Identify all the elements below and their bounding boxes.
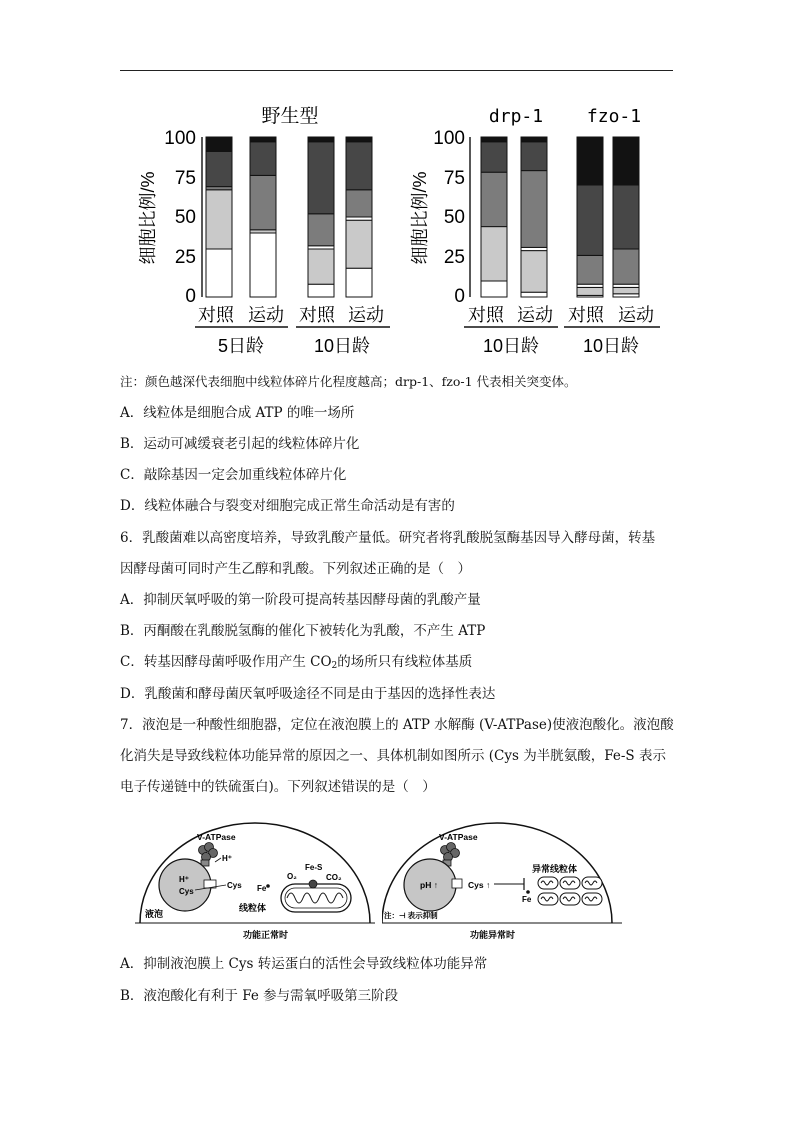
y-tick-25: 25 xyxy=(443,247,465,268)
q6-option-d: D．乳酸菌和酵母菌厌氧呼吸途径不同是由于基因的选择性表达 xyxy=(120,686,496,702)
co2-label: CO₂ xyxy=(326,873,342,882)
left-bar-4-segment-6 xyxy=(346,137,372,142)
h-plus-arrow xyxy=(215,858,221,862)
ph-label: pH ↑ xyxy=(420,880,438,890)
vacuole-label: 液泡 xyxy=(145,909,164,919)
fe-dot xyxy=(526,890,530,894)
mito-label: 线粒体 xyxy=(239,903,267,913)
left-bar-1-segment-5 xyxy=(206,137,232,151)
q6-c-part1: C．转基因酵母菌呼吸作用产生 CO xyxy=(120,654,332,670)
right-bar-4-segment-2 xyxy=(613,287,639,293)
right-bar-4-segment-6 xyxy=(613,137,639,185)
q5-option-a: A．线粒体是细胞合成 ATP 的唯一场所 xyxy=(120,405,355,421)
right-bar-4-segment-4 xyxy=(613,249,639,284)
q5-option-c: C．敲除基因一定会加重线粒体碎片化 xyxy=(120,467,347,483)
q7-stem-line1: 7．液泡是一种酸性细胞器，定位在液泡膜上的 ATP 水解酶 (V-ATPase)使液泡酸化。液泡酸 xyxy=(120,717,674,733)
q5-option-d: D．线粒体融合与裂变对细胞完成正常生命活动是有害的 xyxy=(120,498,455,514)
fe-label: Fe xyxy=(257,884,267,893)
q5-option-b: B．运动可减缓衰老引起的线粒体碎片化 xyxy=(120,436,360,452)
y-axis-label: 细胞比例/% xyxy=(138,171,158,265)
q7-option-a: A．抑制液泡膜上 Cys 转运蛋白的活性会导致线粒体功能异常 xyxy=(120,956,488,972)
left-bar-1-segment-4 xyxy=(206,151,232,186)
q6-stem-line2: 因酵母菌可同时产生乙醇和乳酸。下列叙述正确的是（ ） xyxy=(120,561,471,577)
chart-title: 野生型 xyxy=(261,106,319,127)
abnormal-mitochondria-icon xyxy=(538,877,602,905)
cys-out: Cys xyxy=(227,881,242,890)
y-tick-0: 0 xyxy=(185,286,196,307)
y-tick-75: 75 xyxy=(174,168,196,189)
y-tick-50: 50 xyxy=(443,207,465,228)
h-plus-out: H⁺ xyxy=(222,854,232,863)
caption-abnormal: 功能异常时 xyxy=(470,930,516,940)
left-bar-2-segment-3 xyxy=(250,175,276,229)
h-plus-in: H⁺ xyxy=(179,875,189,884)
right-bar-1-segment-3 xyxy=(481,172,507,226)
q6-c-part2: 的场所只有线粒体基质 xyxy=(337,654,473,670)
right-bar-3-segment-4 xyxy=(577,255,603,284)
y-tick-0: 0 xyxy=(454,286,465,307)
right-bar-3-segment-6 xyxy=(577,137,603,185)
x-label-4: 运动 xyxy=(618,305,654,325)
x-label-1: 对照 xyxy=(198,305,234,325)
x-label-2: 运动 xyxy=(517,305,553,325)
left-bar-3-segment-5 xyxy=(308,142,334,214)
group-label-2: 10日龄 xyxy=(313,336,371,356)
left-bar-1-segment-2 xyxy=(206,190,232,249)
right-bar-3-segment-5 xyxy=(577,185,603,255)
o2-label: O₂ xyxy=(287,872,297,881)
y-tick-50: 50 xyxy=(174,207,196,228)
right-bar-2-segment-5 xyxy=(521,142,547,171)
vatpase-complex-icon xyxy=(199,843,218,867)
mitochondrion-icon xyxy=(281,880,351,912)
q7-stem-line3: 电子传递链中的铁硫蛋白)。下列叙述错误的是（ ） xyxy=(120,779,436,795)
left-bar-4-segment-5 xyxy=(346,142,372,190)
left-bar-2-segment-5 xyxy=(250,137,276,142)
right-bar-1-segment-4 xyxy=(481,142,507,172)
y-tick-labels xyxy=(164,128,196,307)
vatpase-label: V-ATPase xyxy=(439,832,478,842)
chart-title-fzo1: fzo-1 xyxy=(586,106,642,127)
fes-label: Fe-S xyxy=(305,863,323,872)
figure-vacuole-normal xyxy=(135,820,375,945)
right-bar-1-segment-5 xyxy=(481,137,507,142)
left-bar-3-segment-4 xyxy=(308,214,334,246)
right-bar-1-segment-2 xyxy=(481,227,507,281)
y-tick-75: 75 xyxy=(443,168,465,189)
bars xyxy=(481,137,639,297)
fe-dot xyxy=(266,884,270,888)
caption-normal: 功能正常时 xyxy=(243,930,289,940)
right-bar-2-segment-4 xyxy=(521,171,547,248)
group-label-1: 5日龄 xyxy=(217,336,265,356)
group-label-2: 10日龄 xyxy=(582,336,640,356)
left-bar-2-segment-1 xyxy=(250,233,276,297)
inhibit-note: 注：⊣ 表示抑制 xyxy=(384,911,438,920)
left-bar-1-segment-1 xyxy=(206,249,232,297)
y-tick-100: 100 xyxy=(164,128,196,149)
x-label-2: 运动 xyxy=(248,305,284,325)
q7-stem-line2: 化消失是导致线粒体功能异常的原因之一、具体机制如图所示 (Cys 为半胱氨酸，Fe-S 表示 xyxy=(120,748,666,764)
x-label-1: 对照 xyxy=(468,305,504,325)
vacuole xyxy=(159,859,211,911)
right-bar-3-segment-2 xyxy=(577,287,603,295)
q7-option-b: B．液泡酸化有利于 Fe 参与需氧呼吸第三阶段 xyxy=(120,988,399,1004)
cys-label: Cys ↑ xyxy=(468,880,491,890)
fe-label: Fe xyxy=(522,895,532,904)
left-bar-3-segment-1 xyxy=(308,284,334,297)
left-bar-3-segment-6 xyxy=(308,137,334,142)
header-rule xyxy=(120,70,673,71)
left-bar-4-segment-2 xyxy=(346,220,372,268)
cys-transporter xyxy=(452,879,462,888)
q6-option-c xyxy=(120,652,472,676)
chart-mutants xyxy=(404,100,674,362)
y-axis-label: 细胞比例/% xyxy=(410,171,430,265)
x-label-4: 运动 xyxy=(348,305,384,325)
chart-wild-type xyxy=(130,100,400,362)
left-bar-2-segment-4 xyxy=(250,142,276,176)
y-tick-labels xyxy=(433,128,465,307)
group-label-1: 10日龄 xyxy=(482,336,540,356)
right-bar-2-segment-2 xyxy=(521,251,547,293)
vatpase-label: V-ATPase xyxy=(197,832,236,842)
x-label-3: 对照 xyxy=(568,305,604,325)
q6-option-a: A．抑制厌氧呼吸的第一阶段可提高转基因酵母菌的乳酸产量 xyxy=(120,592,481,608)
y-tick-100: 100 xyxy=(433,128,465,149)
right-bar-4-segment-5 xyxy=(613,185,639,249)
y-tick-25: 25 xyxy=(174,247,196,268)
right-bar-2-segment-1 xyxy=(521,292,547,297)
cys-in: Cys xyxy=(179,887,194,896)
right-bar-1-segment-1 xyxy=(481,281,507,297)
q6-option-b: B．丙酮酸在乳酸脱氢酶的催化下被转化为乳酸，不产生 ATP xyxy=(120,623,486,639)
q6-c-sub: 2 xyxy=(331,661,338,671)
right-bar-2-segment-6 xyxy=(521,137,547,142)
left-bar-4-segment-4 xyxy=(346,190,372,217)
q6-stem-line1: 6．乳酸菌难以高密度培养，导致乳酸产量低。研究者将乳酸脱氢酶基因导入酵母菌，转基 xyxy=(120,530,656,546)
abnormal-mito-label: 异常线粒体 xyxy=(532,864,578,874)
chart-title-drp1: drp-1 xyxy=(488,106,544,127)
x-label-3: 对照 xyxy=(299,305,335,325)
left-bar-4-segment-1 xyxy=(346,268,372,297)
figure-vacuole-abnormal xyxy=(382,820,622,945)
bars xyxy=(206,137,372,297)
left-bar-3-segment-2 xyxy=(308,249,334,284)
figure-note: 注：颜色越深代表细胞中线粒体碎片化程度越高；drp-1、fzo-1 代表相关突变体。 xyxy=(120,374,577,389)
